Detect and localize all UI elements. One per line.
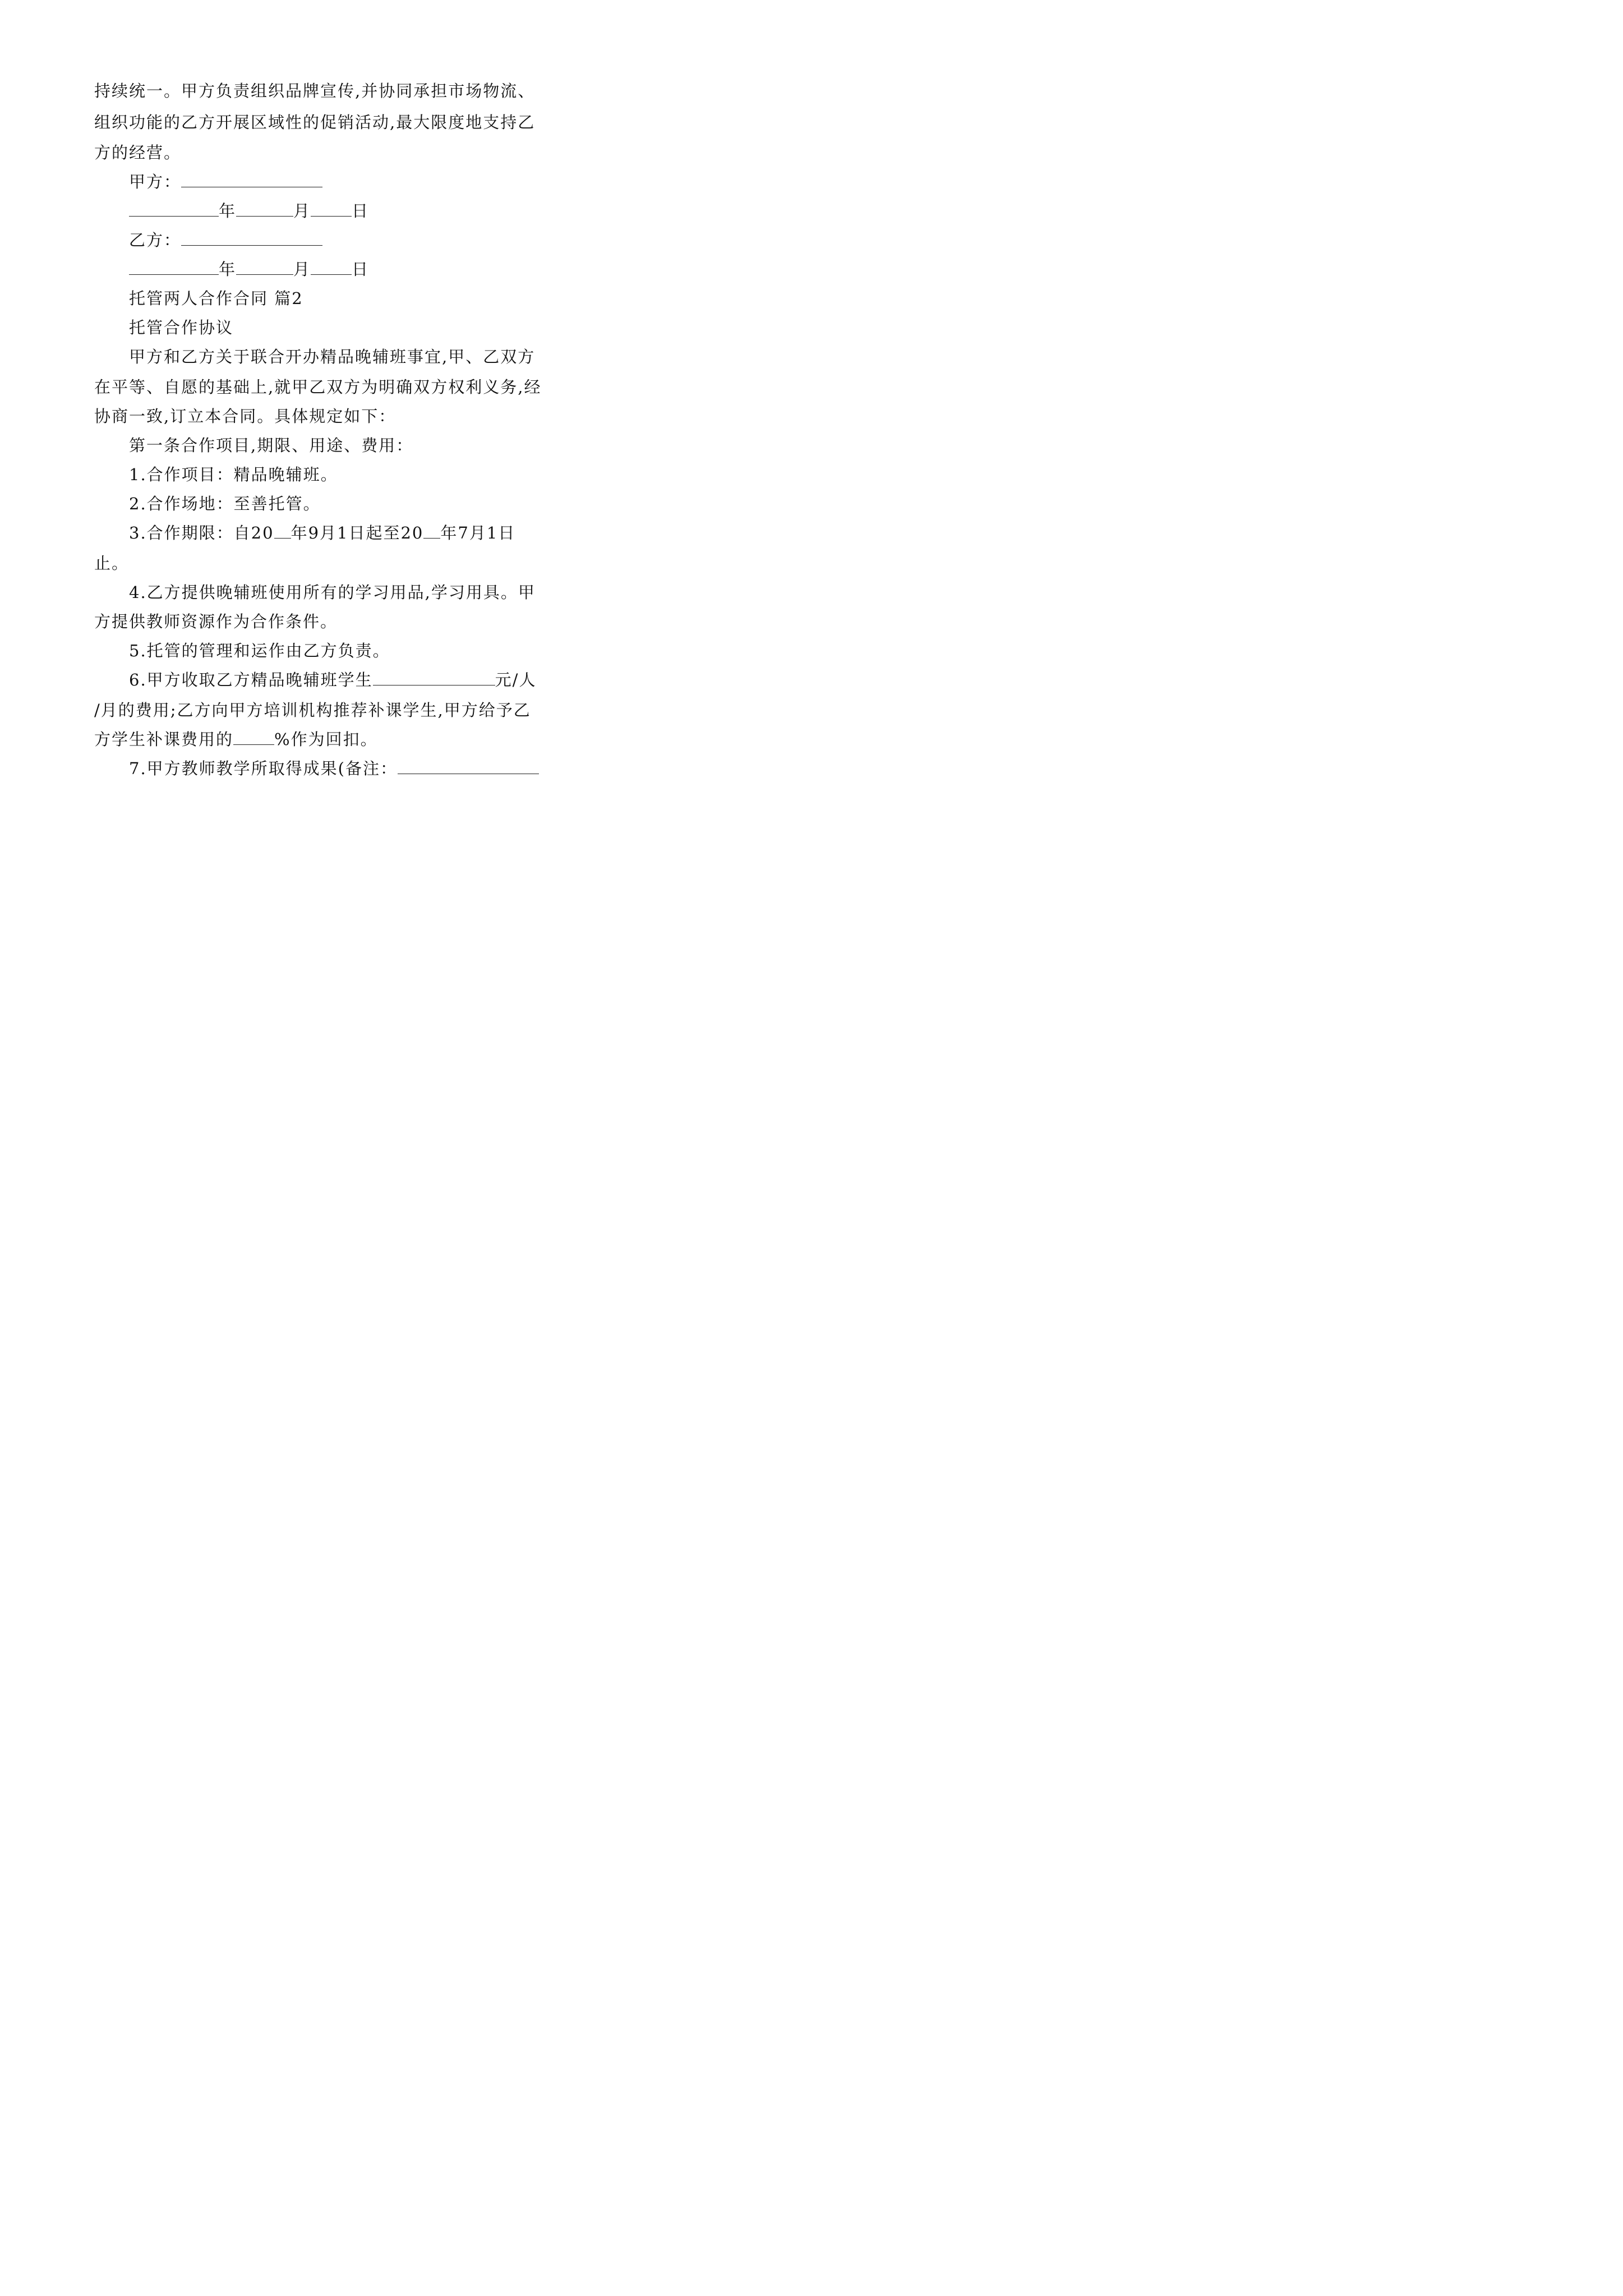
month-blank <box>236 201 293 217</box>
list-item: 4.乙方提供晚辅班使用所有的学习用品,学习用具。甲 <box>129 583 536 602</box>
day-blank <box>311 260 352 275</box>
month-blank <box>236 260 293 275</box>
party-b-blank <box>181 231 322 246</box>
party-a-signature-line <box>129 172 322 192</box>
paragraph-line: 止。 <box>94 554 130 573</box>
fee-text: 6.甲方收取乙方精品晚辅班学生 <box>129 670 373 689</box>
year-blank <box>129 201 219 217</box>
rebate-percent-blank <box>233 730 274 745</box>
term-middle-text: 年9月1日起至20 <box>291 523 424 542</box>
term-start-text: 3.合作期限：自20 <box>129 523 274 542</box>
list-item: 5.托管的管理和运作由乙方负责。 <box>129 641 390 660</box>
party-b-date-line <box>129 259 369 279</box>
list-item: 1.合作项目：精品晚辅班。 <box>129 465 338 484</box>
party-a-label: 甲方： <box>129 172 182 191</box>
rebate-text: 方学生补课费用的 <box>94 730 234 749</box>
paragraph-line: 协商一致,订立本合同。具体规定如下： <box>94 407 396 426</box>
year-label: 年 <box>219 201 237 220</box>
paragraph-line: 方的经营。 <box>94 143 182 162</box>
paragraph-line: 在平等、自愿的基础上,就甲乙双方为明确双方权利义务,经 <box>94 378 542 397</box>
list-item <box>129 670 536 690</box>
agreement-title: 托管合作协议 <box>129 318 234 337</box>
paragraph-line <box>94 729 378 749</box>
year-blank <box>129 260 219 275</box>
party-b-signature-line <box>129 230 322 250</box>
end-year-blank <box>423 523 440 539</box>
paragraph-line: 持续统一。甲方负责组织品牌宣传,并协同承担市场物流、 <box>94 81 536 100</box>
document-page <box>0 0 620 876</box>
list-item <box>129 758 539 779</box>
paragraph-line: 方提供教师资源作为合作条件。 <box>94 612 338 631</box>
paragraph-line: 甲方和乙方关于联合开办精品晚辅班事宜,甲、乙双方 <box>129 347 536 366</box>
day-blank <box>311 201 352 217</box>
paragraph-line: 组织功能的乙方开展区域性的促销活动,最大限度地支持乙 <box>94 113 536 132</box>
section-heading: 托管两人合作合同 篇2 <box>129 289 303 308</box>
list-item <box>129 523 515 543</box>
day-label: 日 <box>352 260 370 279</box>
party-a-date-line <box>129 201 369 221</box>
month-label: 月 <box>293 201 311 220</box>
party-a-blank <box>181 172 322 187</box>
fee-unit: 元/人 <box>495 670 537 689</box>
fee-blank <box>373 670 495 685</box>
results-text: 7.甲方教师教学所取得成果(备注： <box>129 759 398 778</box>
paragraph-line: /月的费用;乙方向甲方培训机构推荐补课学生,甲方给予乙 <box>94 701 531 720</box>
month-label: 月 <box>293 260 311 279</box>
year-label: 年 <box>219 260 237 279</box>
party-b-label: 乙方： <box>129 231 182 250</box>
day-label: 日 <box>352 201 370 220</box>
notes-blank <box>398 759 539 774</box>
list-item: 2.合作场地：至善托管。 <box>129 494 321 513</box>
clause-heading: 第一条合作项目,期限、用途、费用： <box>129 436 414 455</box>
rebate-unit: %作为回扣。 <box>274 730 378 749</box>
term-end-text: 年7月1日 <box>440 523 516 542</box>
start-year-blank <box>274 523 291 539</box>
